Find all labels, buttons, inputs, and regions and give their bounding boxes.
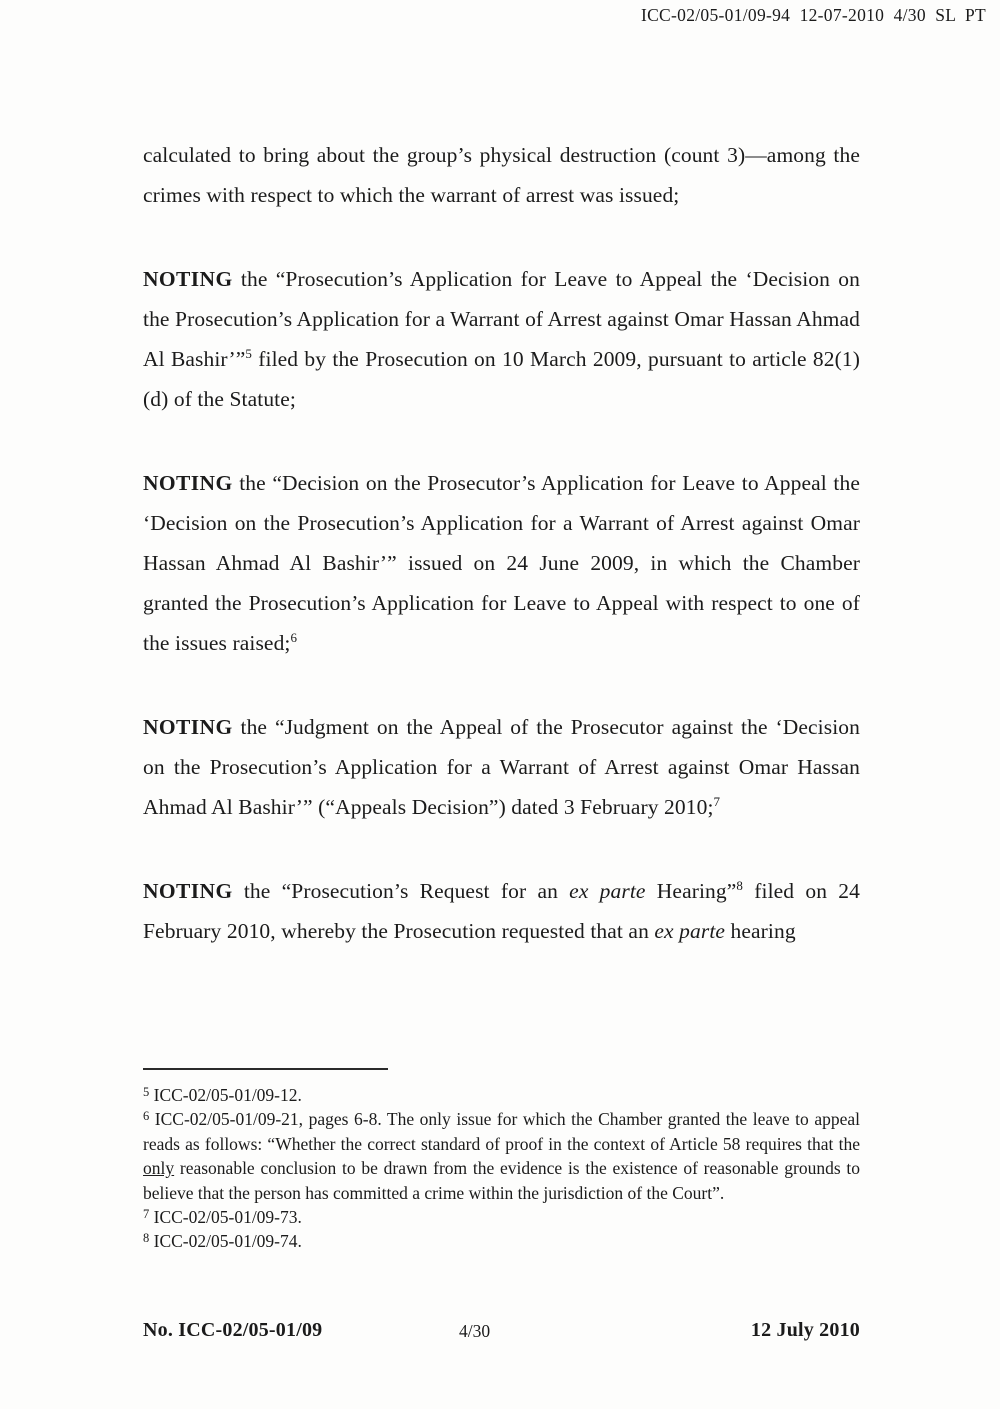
page-footer [143, 1319, 860, 1349]
paragraph-text: filed on 24 February 2010, whereby the Prosecution requested that an [143, 879, 860, 943]
footnotes-block [143, 1083, 860, 1254]
paragraph-text: filed by the Prosecution on 10 March 2009, pursuant to article 82(1)(d) of the Statute; [143, 347, 860, 411]
footnote-reference-6: 6 [290, 630, 298, 645]
noting-label: NOTING [143, 715, 233, 739]
footnote-text: reasonable conclusion to be drawn from the evidence is the existence of reasonable grounds to believe that the person has committed a crime within the jurisdiction of the Court”. [143, 1158, 860, 1203]
noting-label: NOTING [143, 471, 233, 495]
body-paragraph-2 [143, 259, 860, 419]
paragraph-text: the “Prosecution’s Request for an [232, 879, 570, 903]
filing-stamp: ICC-02/05-01/09-94 12-07-2010 4/30 SL PT [640, 5, 986, 25]
footnote-text: ICC-02/05-01/09-12. [149, 1085, 302, 1105]
case-number: No. ICC-02/05-01/09 [143, 1319, 323, 1341]
body-paragraph-1 [143, 135, 860, 215]
noting-label: NOTING [143, 879, 233, 903]
latin-phrase: ex parte [569, 879, 646, 903]
paragraph-text: the “Prosecution’s Application for Leave to Appeal the ‘Decision on the Prosecution’s Application for a Warrant of Arrest against Omar Hassan Ahmad Al Bashir’” [143, 267, 860, 371]
paragraph-text: the “Judgment on the Appeal of the Prosecutor against the ‘Decision on the Prosecution’s Application for a Warrant of Arrest against Omar Hassan Ahmad Al Bashir’” (“Appeals Decision”) dated 3 February 2010; [143, 715, 860, 819]
document-date: 12 July 2010 [750, 1319, 860, 1341]
footnote-marker: 7 [143, 1207, 150, 1222]
footnote-reference-7: 7 [713, 794, 721, 809]
footnote-text: ICC-02/05-01/09-73. [149, 1207, 302, 1228]
body-paragraph-5 [143, 871, 860, 951]
footnote-marker: 6 [143, 1109, 150, 1124]
paragraph-text: Hearing” [645, 879, 737, 903]
footnote-5 [143, 1083, 860, 1107]
underlined-word: only [143, 1158, 175, 1179]
paragraph-text: calculated to bring about the group’s physical destruction (count 3)—among the crimes with respect to which the warrant of arrest was issued; [143, 143, 860, 207]
footnote-8 [143, 1229, 860, 1253]
latin-phrase: ex parte [654, 919, 726, 943]
footnote-marker: 8 [143, 1231, 150, 1246]
footnote-7 [143, 1205, 860, 1229]
footnote-text: ICC-02/05-01/09-21, pages 6-8. The only issue for which the Chamber granted the leave to appeal reads as follows: “Whether the correct standard of proof in the context of Article 58 requires that the [143, 1109, 860, 1154]
body-paragraph-4 [143, 707, 860, 827]
footnote-text: ICC-02/05-01/09-74. [149, 1231, 302, 1252]
noting-label: NOTING [143, 267, 233, 291]
page-number: 4/30 [459, 1321, 491, 1341]
document-body [143, 135, 860, 995]
footnote-marker: 5 [143, 1085, 150, 1099]
paragraph-text: hearing [725, 919, 796, 943]
footnote-separator [143, 1068, 388, 1070]
footnote-reference-8: 8 [736, 878, 744, 893]
paragraph-text: the “Decision on the Prosecutor’s Application for Leave to Appeal the ‘Decision on the Prosecution’s Application for a Warrant of Arrest against Omar Hassan Ahmad Al Bashir’” issued on 24 June 2009, in which the Chamber granted the Prosecution’s Application for Leave to Appeal with respect to one of the issues raised; [143, 471, 860, 655]
body-paragraph-3 [143, 463, 860, 663]
footnote-reference-5: 5 [245, 346, 252, 361]
footnote-6 [143, 1107, 860, 1205]
